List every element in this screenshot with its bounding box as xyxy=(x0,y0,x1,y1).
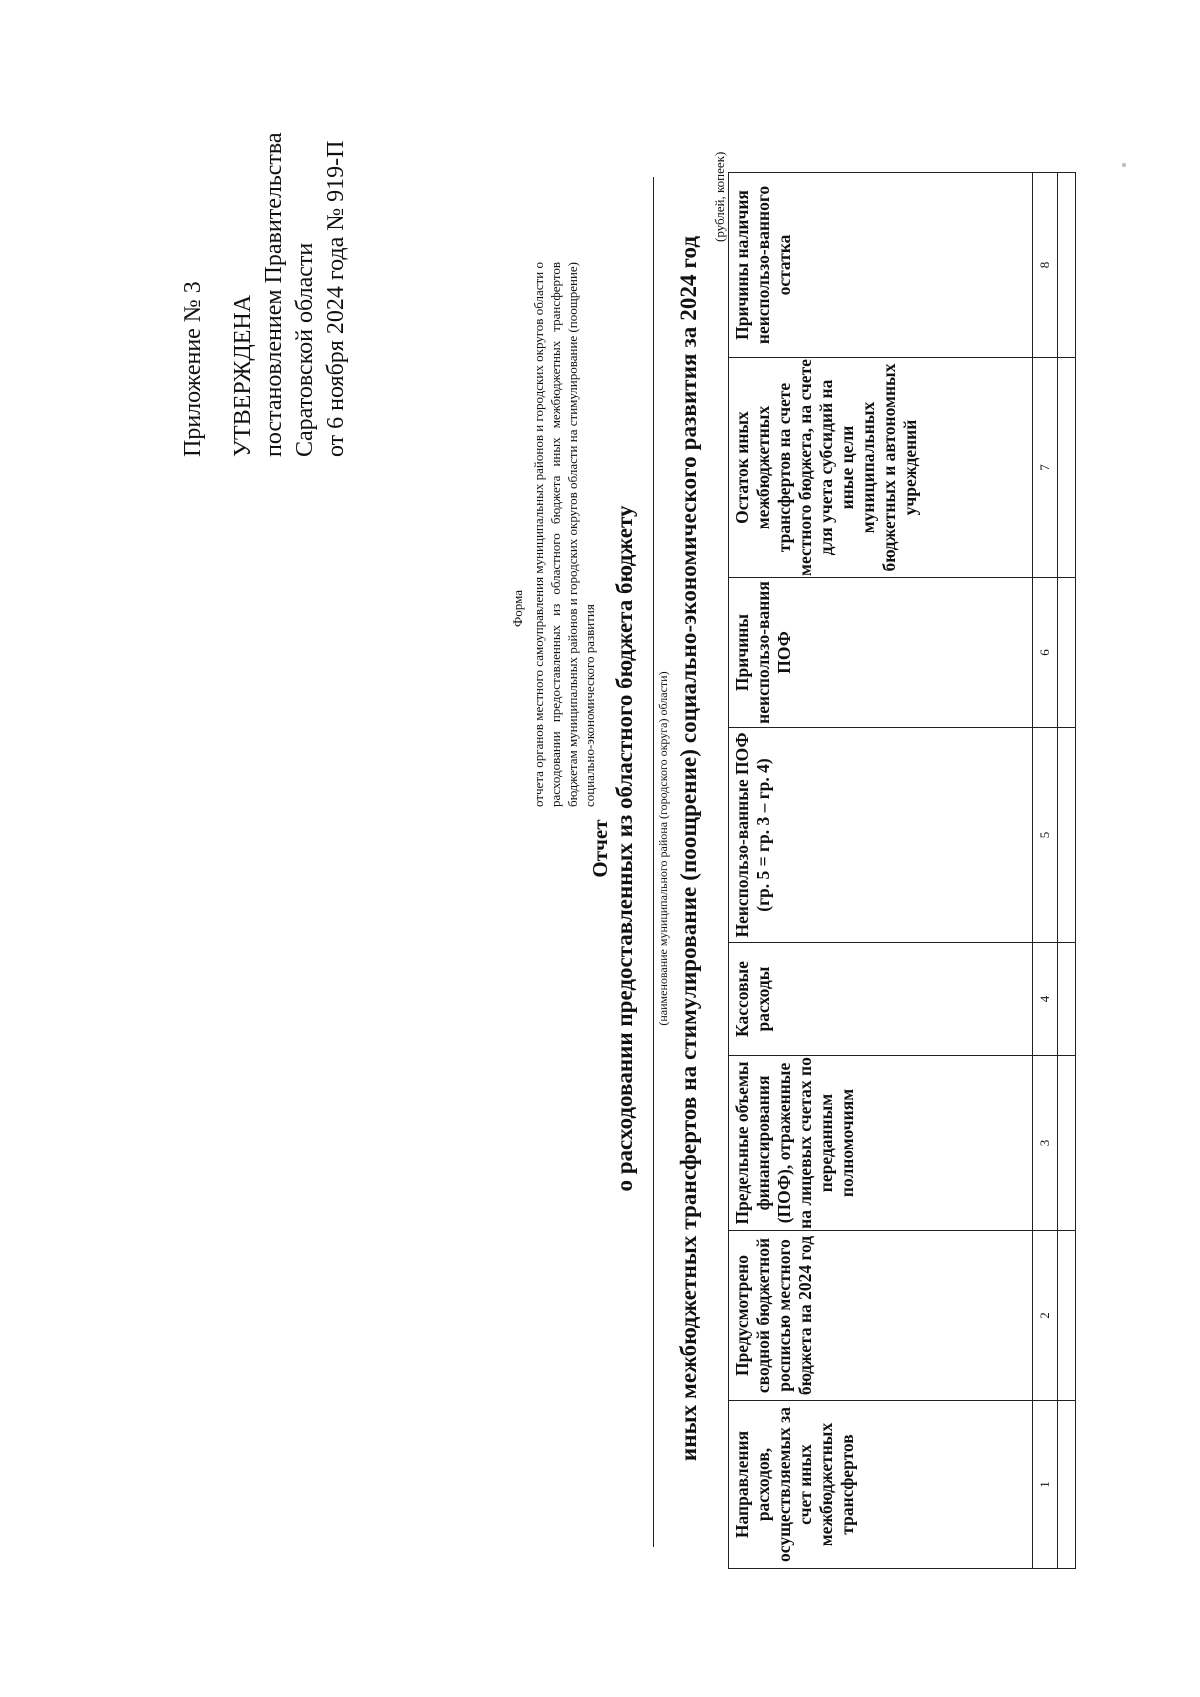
column-number: 2 xyxy=(1033,1231,1058,1401)
column-number: 3 xyxy=(1033,1056,1058,1231)
unit-label: (рублей, копеек) xyxy=(712,151,727,242)
table-cell xyxy=(1058,943,1076,1056)
name-fill-line xyxy=(653,177,654,1547)
table-cell xyxy=(1058,1401,1076,1569)
report-table xyxy=(728,172,1076,1569)
column-header: Кассовые расходы xyxy=(729,943,1033,1056)
column-number-row xyxy=(1033,173,1058,1569)
report-subtitle-2: иных межбюджетных трансфертов на стимулирование (поощрение) социально-экономического развития за 2024 год xyxy=(676,235,701,1462)
table-cell xyxy=(1058,1056,1076,1231)
column-number: 8 xyxy=(1033,173,1058,358)
table-cell xyxy=(1058,728,1076,943)
name-caption: (наименование муниципального района (городского округа) области) xyxy=(656,671,670,1026)
table-cell xyxy=(1058,358,1076,578)
column-header: Неиспользо-ванные ПОФ (гр. 5 = гр. 3 – гр. 4) xyxy=(729,728,1033,943)
column-number: 4 xyxy=(1033,943,1058,1056)
column-header: Предусмотрено сводной бюджетной росписью местного бюджета на 2024 год xyxy=(729,1231,1033,1401)
table-header-row xyxy=(729,173,1033,1569)
column-header: Направления расходов, осуществляемых за счет иных межбюджетных трансфертов xyxy=(729,1401,1033,1569)
report-subtitle-1: о расходовании предоставленных из областного бюджета бюджету xyxy=(612,505,637,1192)
column-number: 6 xyxy=(1033,578,1058,728)
table-cell xyxy=(1058,173,1076,358)
approval-line: постановлением Правительства xyxy=(261,132,287,457)
table-row xyxy=(1058,173,1076,1569)
column-header: Предельные объемы финансирования (ПОФ), отраженные на лицевых счетах по переданным полномочиям xyxy=(729,1056,1033,1231)
column-header: Причины неиспользо-вания ПОФ xyxy=(729,578,1033,728)
column-header: Причины наличия неиспользо-ванного остатка xyxy=(729,173,1033,358)
column-header: Остаток иных межбюджетных трансфертов на счете местного бюджета, на счете для учета субсидий на иные цели муниципальных бюджетных и автономных учреждений xyxy=(729,358,1033,578)
table-cell xyxy=(1058,1231,1076,1401)
scan-speck xyxy=(1122,163,1126,167)
approval-line: Саратовской области xyxy=(292,242,318,457)
form-description: отчета органов местного самоуправления муниципальных районов и городских округов области о расходовании предоставленных из областного бюджета иных межбюджетных трансфертов бюджетам муниципальных районов и городских округов области на стимулирование (поощрение) социально-экономического развития xyxy=(531,261,597,807)
column-number: 1 xyxy=(1033,1401,1058,1569)
table-cell xyxy=(1058,578,1076,728)
report-title: Отчет xyxy=(588,819,612,878)
column-number: 5 xyxy=(1033,728,1058,943)
appendix-number: Приложение № 3 xyxy=(180,281,206,457)
column-number: 7 xyxy=(1033,358,1058,578)
approval-line: УТВЕРЖДЕНА xyxy=(230,294,256,457)
form-label: Форма xyxy=(510,590,525,627)
approval-block xyxy=(228,132,352,457)
approval-line: от 6 ноября 2024 года № 919-П xyxy=(323,140,349,457)
